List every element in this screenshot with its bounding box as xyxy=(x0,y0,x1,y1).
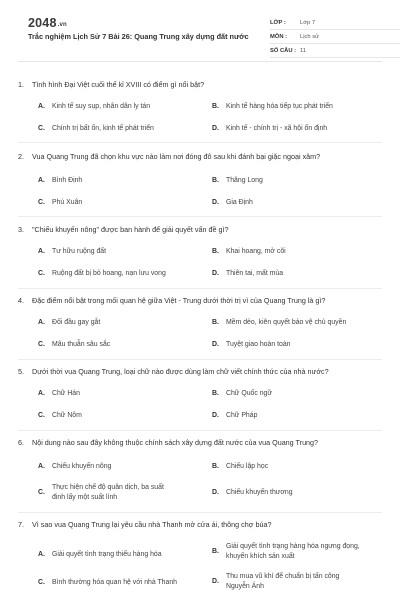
option-text: Chiếu khuyến nông xyxy=(52,463,112,470)
option-text: Giải quyết tình trạng hàng hóa ngưng đọng, khuyến khích sản xuất xyxy=(226,543,360,560)
option-letter: D. xyxy=(212,578,219,585)
question-text xyxy=(18,225,228,234)
option-b[interactable] xyxy=(212,247,358,257)
option-text: Khai hoang, mở cõi xyxy=(226,248,286,255)
option-letter: A. xyxy=(38,319,45,326)
divider xyxy=(18,512,382,513)
site-logo[interactable] xyxy=(28,16,67,30)
meta-label: MÔN : xyxy=(270,33,288,40)
question-text xyxy=(18,438,318,447)
option-text: Thăng Long xyxy=(226,177,263,184)
option-letter: B. xyxy=(212,177,219,184)
option-text: Gia Định xyxy=(226,199,253,206)
option-text: Thực hiện chế độ quân dịch, ba suất đinh lấy một suất lính xyxy=(52,484,164,501)
option-d[interactable] xyxy=(212,340,358,350)
option-b[interactable] xyxy=(212,176,358,186)
option-letter: B. xyxy=(212,463,219,470)
option-c[interactable] xyxy=(38,578,212,588)
option-letter: D. xyxy=(212,341,219,348)
option-a[interactable] xyxy=(38,247,184,257)
option-letter: C. xyxy=(38,199,45,206)
option-text: Chữ Nôm xyxy=(52,412,82,419)
option-letter: D. xyxy=(212,489,219,496)
option-text: Mềm dẻo, kiên quyết bảo vệ chủ quyền xyxy=(226,319,347,326)
option-letter: B. xyxy=(212,248,219,255)
option-letter: A. xyxy=(38,551,45,558)
option-text: Bình thường hóa quan hệ với nhà Thanh xyxy=(52,579,178,586)
option-text: Chiếu lập học xyxy=(226,463,269,470)
question-prompt: Vì sao vua Quang Trung lại yêu cầu nhà Thanh mở cửa ải, thông chợ búa? xyxy=(32,520,272,529)
option-letter: A. xyxy=(38,103,45,110)
option-a[interactable] xyxy=(38,102,184,112)
option-letter: A. xyxy=(38,463,45,470)
option-c[interactable] xyxy=(38,124,202,134)
option-letter: C. xyxy=(38,579,45,586)
meta-value: Lịch sử xyxy=(300,33,320,40)
option-text: Kinh tế - chính trị - xã hội ổn định xyxy=(226,125,328,132)
question-prompt: Đặc điểm nổi bật trong mối quan hệ giữa Việt - Trung dưới thời trị vì của Quang Trung là gì? xyxy=(32,296,326,305)
option-d[interactable] xyxy=(212,572,361,592)
option-text: Chữ Hán xyxy=(52,390,80,397)
option-c[interactable] xyxy=(38,198,184,208)
option-letter: C. xyxy=(38,270,45,277)
document-title: Trắc nghiệm Lịch Sử 7 Bài 26: Quang Trung xây dựng đất nước xyxy=(28,32,249,41)
question-number: 3. xyxy=(18,225,24,234)
meta-row-question-count xyxy=(270,44,400,58)
option-text: Ruộng đất bị bỏ hoang, nạn lưu vong xyxy=(52,270,166,277)
option-letter: D. xyxy=(212,270,219,277)
option-b[interactable] xyxy=(212,318,381,328)
question-text xyxy=(18,152,320,161)
option-letter: B. xyxy=(212,390,219,397)
question-number: 1. xyxy=(18,80,24,89)
option-letter: C. xyxy=(38,489,45,496)
option-d[interactable] xyxy=(212,411,358,421)
question-text xyxy=(18,520,271,529)
option-letter: A. xyxy=(38,177,45,184)
question-prompt: Vua Quang Trung đã chọn khu vực nào làm nơi đóng đô sau khi đánh bại giặc ngoại xâm? xyxy=(32,152,321,161)
logo-main: 2048 xyxy=(28,16,57,30)
meta-row-grade xyxy=(270,16,400,30)
option-letter: C. xyxy=(38,341,45,348)
meta-value: Lớp 7 xyxy=(300,19,316,26)
option-b[interactable] xyxy=(212,102,376,112)
option-a[interactable] xyxy=(38,389,184,399)
option-text: Thu mua vũ khí để chuẩn bị tấn công Nguyễn Ánh xyxy=(226,573,340,590)
question-text xyxy=(18,296,325,305)
question-number: 2. xyxy=(18,152,24,161)
option-c[interactable] xyxy=(38,340,184,350)
option-text: Tư hữu ruộng đất xyxy=(52,248,107,255)
divider xyxy=(18,142,382,143)
option-letter: B. xyxy=(212,319,219,326)
meta-value: 11 xyxy=(300,47,307,54)
question-prompt: Nội dung nào sau đây không thuộc chính sách xây dựng đất nước của vua Quang Trung? xyxy=(32,438,319,447)
option-text: Chiếu khuyến thương xyxy=(226,489,293,496)
divider xyxy=(18,216,382,217)
option-letter: D. xyxy=(212,125,219,132)
option-b[interactable] xyxy=(212,389,358,399)
option-text: Chính trị bất ổn, kinh tế phát triển xyxy=(52,125,154,132)
option-letter: B. xyxy=(212,103,219,110)
question-number: 7. xyxy=(18,520,24,529)
option-d[interactable] xyxy=(212,124,376,134)
option-letter: C. xyxy=(38,412,45,419)
question-text xyxy=(18,367,329,376)
question-number: 4. xyxy=(18,296,24,305)
logo-suffix: .vn xyxy=(57,22,67,28)
option-a[interactable] xyxy=(38,462,184,472)
option-text: Kinh tế suy sụp, nhân dân ly tán xyxy=(52,103,151,110)
divider xyxy=(18,430,382,431)
option-c[interactable] xyxy=(38,269,202,279)
option-a[interactable] xyxy=(38,318,184,328)
option-text: Đối đầu gay gắt xyxy=(52,319,101,326)
option-a[interactable] xyxy=(38,550,202,560)
option-text: Mâu thuẫn sâu sắc xyxy=(52,341,111,348)
question-text xyxy=(18,80,204,89)
option-text: Chữ Pháp xyxy=(226,412,258,419)
option-d[interactable] xyxy=(212,488,358,498)
meta-table xyxy=(270,16,400,58)
divider xyxy=(18,359,382,360)
question-number: 6. xyxy=(18,438,24,447)
option-d[interactable] xyxy=(212,269,358,279)
divider xyxy=(18,288,382,289)
option-letter: C. xyxy=(38,125,45,132)
option-text: Phú Xuân xyxy=(52,199,83,206)
option-d[interactable] xyxy=(212,198,358,208)
option-b[interactable] xyxy=(212,542,366,562)
question-number: 5. xyxy=(18,367,24,376)
option-text: Kinh tế hàng hóa tiếp tục phát triển xyxy=(226,103,333,110)
option-letter: D. xyxy=(212,412,219,419)
option-text: Chữ Quốc ngữ xyxy=(226,390,272,397)
meta-label: SỐ CÂU : xyxy=(270,47,297,54)
option-letter: A. xyxy=(38,248,45,255)
option-text: Thiên tai, mất mùa xyxy=(226,270,284,277)
option-text: Bình Định xyxy=(52,177,83,184)
option-letter: B. xyxy=(212,548,219,555)
option-letter: A. xyxy=(38,390,45,397)
option-text: Tuyệt giao hoàn toàn xyxy=(226,341,291,348)
option-c[interactable] xyxy=(38,411,184,421)
option-b[interactable] xyxy=(212,462,358,472)
option-text: Giải quyết tình trạng thiếu hàng hóa xyxy=(52,551,162,558)
option-letter: D. xyxy=(212,199,219,206)
meta-label: LỚP : xyxy=(270,19,286,26)
question-prompt: "Chiếu khuyến nông" được ban hành để giải quyết vấn đề gì? xyxy=(32,225,229,234)
option-a[interactable] xyxy=(38,176,184,186)
option-c[interactable] xyxy=(38,483,172,503)
header xyxy=(18,0,382,62)
meta-row-subject xyxy=(270,30,400,44)
question-prompt: Tình hình Đại Việt cuối thế kỉ XVIII có điểm gì nổi bật? xyxy=(32,80,205,89)
question-prompt: Dưới thời vua Quang Trung, loại chữ nào được dùng làm chữ viết chính thức của nhà nước? xyxy=(32,367,329,376)
